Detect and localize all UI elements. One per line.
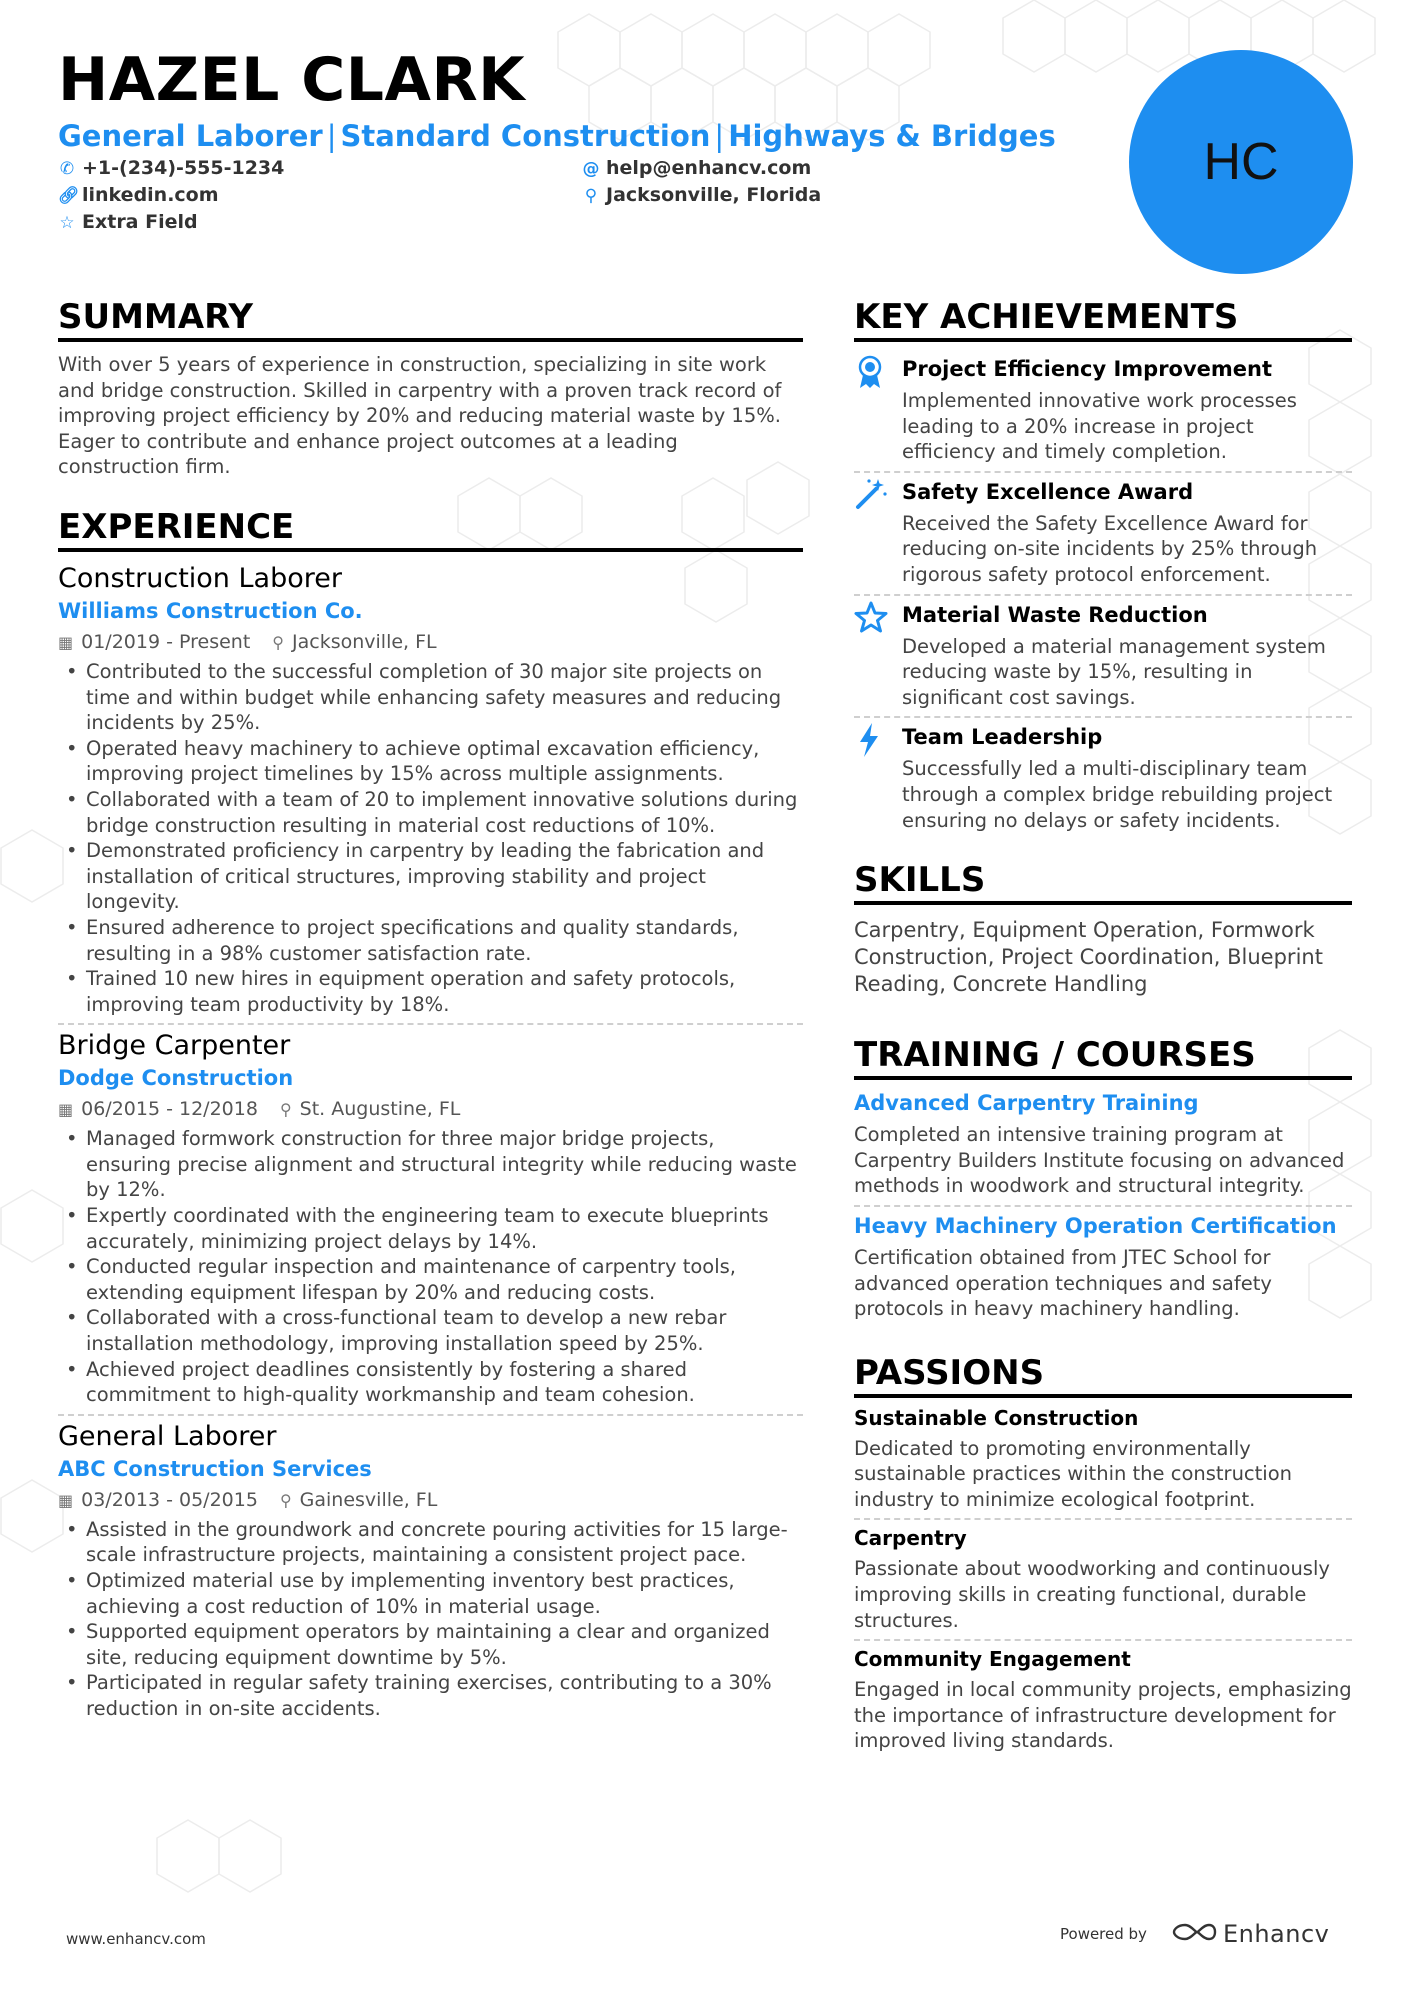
calendar-icon: ▦ xyxy=(58,1100,74,1120)
divider xyxy=(854,594,1352,596)
list-item: • Collaborated with a team of 20 to implement innovative solutions during bridge construction resulting in material cost reductions of 10%. xyxy=(58,787,803,838)
location-pin-icon: ⚲ xyxy=(279,1490,292,1510)
divider xyxy=(854,716,1352,718)
job-role: Construction Laborer xyxy=(58,562,342,594)
passion-desc: Engaged in local community projects, emphasizing the importance of infrastructure development for improved living standards. xyxy=(854,1678,1352,1753)
passions-section xyxy=(854,1352,1352,1754)
list-item: • Conducted regular inspection and maintenance of carpentry tools, extending equipment lifespan by 20% and reducing costs. xyxy=(58,1254,803,1305)
magic-wand-icon xyxy=(854,477,902,588)
section-title-skills: SKILLS xyxy=(854,859,1352,905)
achievement-item xyxy=(854,600,1352,711)
footer-website[interactable]: www.enhancv.com xyxy=(66,1930,206,1948)
calendar-icon: ▦ xyxy=(58,1490,74,1510)
achievement-item xyxy=(854,722,1352,833)
divider xyxy=(854,471,1352,473)
passion-title: Carpentry xyxy=(854,1526,967,1551)
extra-text: Extra Field xyxy=(82,211,198,233)
job-dates: 03/2013 - 05/2015 xyxy=(81,1488,258,1511)
job-role: General Laborer xyxy=(58,1420,277,1452)
lightning-bolt-icon xyxy=(854,722,902,833)
phone-text: +1-(234)-555-1234 xyxy=(82,157,285,179)
headline-separator: | xyxy=(714,119,725,153)
training-section xyxy=(854,1034,1352,1322)
list-item: • Achieved project deadlines consistently by fostering a shared commitment to high-quality workmanship and team cohesion. xyxy=(58,1357,803,1408)
job-bullets xyxy=(58,1126,803,1408)
list-item: • Collaborated with a cross-functional team to develop a new rebar installation methodology, improving installation speed by 25%. xyxy=(58,1305,803,1356)
linkedin-text: linkedin.com xyxy=(82,184,219,206)
passion-title: Community Engagement xyxy=(854,1647,1131,1672)
list-item: • Assisted in the groundwork and concrete pouring activities for 15 large-scale infrastructure projects, maintaining a consistent project pace. xyxy=(58,1517,803,1568)
job-bullets xyxy=(58,659,803,1017)
summary-section xyxy=(58,296,803,480)
right-column xyxy=(854,296,1352,1754)
divider xyxy=(58,1414,803,1416)
achievement-desc: Developed a material management system reducing waste by 15%, resulting in significant cost savings. xyxy=(902,634,1326,709)
star-outline-icon: ☆ xyxy=(59,213,75,233)
achievement-title: Material Waste Reduction xyxy=(902,602,1208,627)
list-item: • Supported equipment operators by maintaining a clear and organized site, reducing equipment downtime by 5%. xyxy=(58,1619,803,1670)
list-item: • Contributed to the successful completion of 30 major site projects on time and within budget while enhancing safety measures and reducing incidents by 25%. xyxy=(58,659,803,736)
headline-part: Highways & Bridges xyxy=(728,119,1056,153)
section-title-summary: SUMMARY xyxy=(58,296,803,342)
list-item: • Optimized material use by implementing inventory best practices, achieving a cost reduction of 10% in material usage. xyxy=(58,1568,803,1619)
passion-title: Sustainable Construction xyxy=(854,1405,1139,1430)
list-item: • Ensured adherence to project specifications and quality standards, resulting in a 98% customer satisfaction rate. xyxy=(58,915,803,966)
section-title-passions: PASSIONS xyxy=(854,1352,1352,1398)
course-desc: Certification obtained from JTEC School for advanced operation techniques and safety protocols in heavy machinery handling. xyxy=(854,1245,1272,1321)
job-role: Bridge Carpenter xyxy=(58,1030,291,1062)
job-meta xyxy=(58,1486,803,1515)
section-title-experience: EXPERIENCE xyxy=(58,506,803,552)
summary-text: With over 5 years of experience in construction, specializing in site work and bridge construction. Skilled in carpentry with a proven track record of improving project efficiency by 20% and reducing material waste by 15%. Eager to contribute and enhance project outcomes at a leading construction firm. xyxy=(58,353,782,479)
job-company: ABC Construction Services xyxy=(58,1456,372,1481)
link-icon: 🔗︎ xyxy=(58,186,80,206)
footer-branding[interactable] xyxy=(1060,1920,1329,1948)
course-title: Heavy Machinery Operation Certification xyxy=(854,1213,1337,1238)
divider xyxy=(854,1205,1352,1207)
left-column xyxy=(58,296,803,1722)
list-item: • Trained 10 new hires in equipment operation and safety protocols, improving team productivity by 18%. xyxy=(58,966,803,1017)
headline-part: General Laborer xyxy=(58,119,323,153)
achievement-title: Safety Excellence Award xyxy=(902,479,1194,504)
job-company: Dodge Construction xyxy=(58,1066,294,1091)
star-icon xyxy=(854,600,902,711)
job-location: Jacksonville, FL xyxy=(292,630,437,653)
headline-part: Standard Construction xyxy=(340,119,711,153)
achievement-title: Team Leadership xyxy=(902,725,1103,750)
job-dates: 06/2015 - 12/2018 xyxy=(81,1098,258,1121)
achievements-section xyxy=(854,296,1352,833)
list-item: • Managed formwork construction for three major bridge projects, ensuring precise alignment and structural integrity while reducing waste by 12%. xyxy=(58,1126,803,1203)
at-icon: @ xyxy=(582,159,600,179)
experience-entry xyxy=(58,1420,803,1722)
location-text: Jacksonville, Florida xyxy=(606,184,822,206)
divider xyxy=(854,1518,1352,1520)
job-company: Williams Construction Co. xyxy=(58,598,363,623)
award-ribbon-icon xyxy=(854,354,902,465)
achievement-desc: Successfully led a multi-disciplinary team through a complex bridge rebuilding project ensuring no delays or safety incidents. xyxy=(902,757,1333,832)
list-item: • Expertly coordinated with the engineering team to execute blueprints accurately, minimizing project delays by 14%. xyxy=(58,1203,803,1254)
avatar-initials: HC xyxy=(1203,133,1279,191)
job-meta xyxy=(58,628,803,657)
contact-email[interactable] xyxy=(582,155,811,182)
list-item: • Operated heavy machinery to achieve optimal excavation efficiency, improving project timelines by 15% across multiple assignments. xyxy=(58,736,803,787)
experience-entry xyxy=(58,1029,803,1408)
section-title-achievements: KEY ACHIEVEMENTS xyxy=(854,296,1352,342)
achievement-desc: Received the Safety Excellence Award for reducing on-site incidents by 25% through rigorous safety protocol enforcement. xyxy=(902,511,1318,586)
experience-section xyxy=(58,506,803,1722)
list-item: • Participated in regular safety training exercises, contributing to a 30% reduction in on-site accidents. xyxy=(58,1670,803,1721)
headline xyxy=(58,116,1056,156)
course-desc: Completed an intensive training program at Carpentry Builders Institute focusing on advanced methods in woodwork and structural integrity. xyxy=(854,1123,1345,1198)
passion-desc: Passionate about woodworking and continuously improving skills in creating functional, durable structures. xyxy=(854,1557,1330,1632)
divider xyxy=(854,1639,1352,1641)
section-title-training: TRAINING / COURSES xyxy=(854,1034,1352,1080)
location-pin-icon: ⚲ xyxy=(272,632,284,652)
divider xyxy=(58,1023,803,1025)
contact-phone[interactable] xyxy=(58,155,284,182)
job-location: Gainesville, FL xyxy=(299,1488,438,1511)
avatar xyxy=(1129,50,1353,274)
contact-location xyxy=(582,182,821,209)
job-location: St. Augustine, FL xyxy=(299,1098,461,1121)
contact-linkedin[interactable] xyxy=(58,182,219,209)
brand-name: Enhancv xyxy=(1222,1920,1330,1948)
contact-extra xyxy=(58,209,198,236)
candidate-name: HAZEL CLARK xyxy=(58,45,526,115)
achievement-title: Project Efficiency Improvement xyxy=(902,357,1273,381)
headline-separator: | xyxy=(326,119,337,153)
achievement-desc: Implemented innovative work processes leading to a 20% increase in project efficiency and timely completion. xyxy=(902,389,1297,464)
email-text: help@enhancv.com xyxy=(606,157,812,179)
location-pin-icon: ⚲ xyxy=(279,1100,292,1120)
enhancv-logo-icon xyxy=(1171,1920,1217,1948)
job-dates: 01/2019 - Present xyxy=(81,630,251,653)
list-item: • Demonstrated proficiency in carpentry by leading the fabrication and installation of critical structures, improving stability and project longevity. xyxy=(58,838,803,915)
experience-entry xyxy=(58,562,803,1017)
passion-desc: Dedicated to promoting environmentally sustainable practices within the construction industry to minimize ecological footprint. xyxy=(854,1436,1293,1511)
achievement-item xyxy=(854,477,1352,588)
job-bullets xyxy=(58,1517,803,1722)
job-meta xyxy=(58,1095,803,1124)
course-title: Advanced Carpentry Training xyxy=(854,1091,1199,1116)
location-pin-icon: ⚲ xyxy=(584,186,598,206)
achievement-item xyxy=(854,354,1352,465)
skills-section xyxy=(854,859,1352,998)
calendar-icon: ▦ xyxy=(58,632,74,652)
phone-icon: ✆ xyxy=(59,159,75,179)
skills-text: Carpentry, Equipment Operation, Formwork Construction, Project Coordination, Blueprint Reading, Concrete Handling xyxy=(854,918,1323,997)
powered-by-text: Powered by xyxy=(1060,1925,1147,1943)
